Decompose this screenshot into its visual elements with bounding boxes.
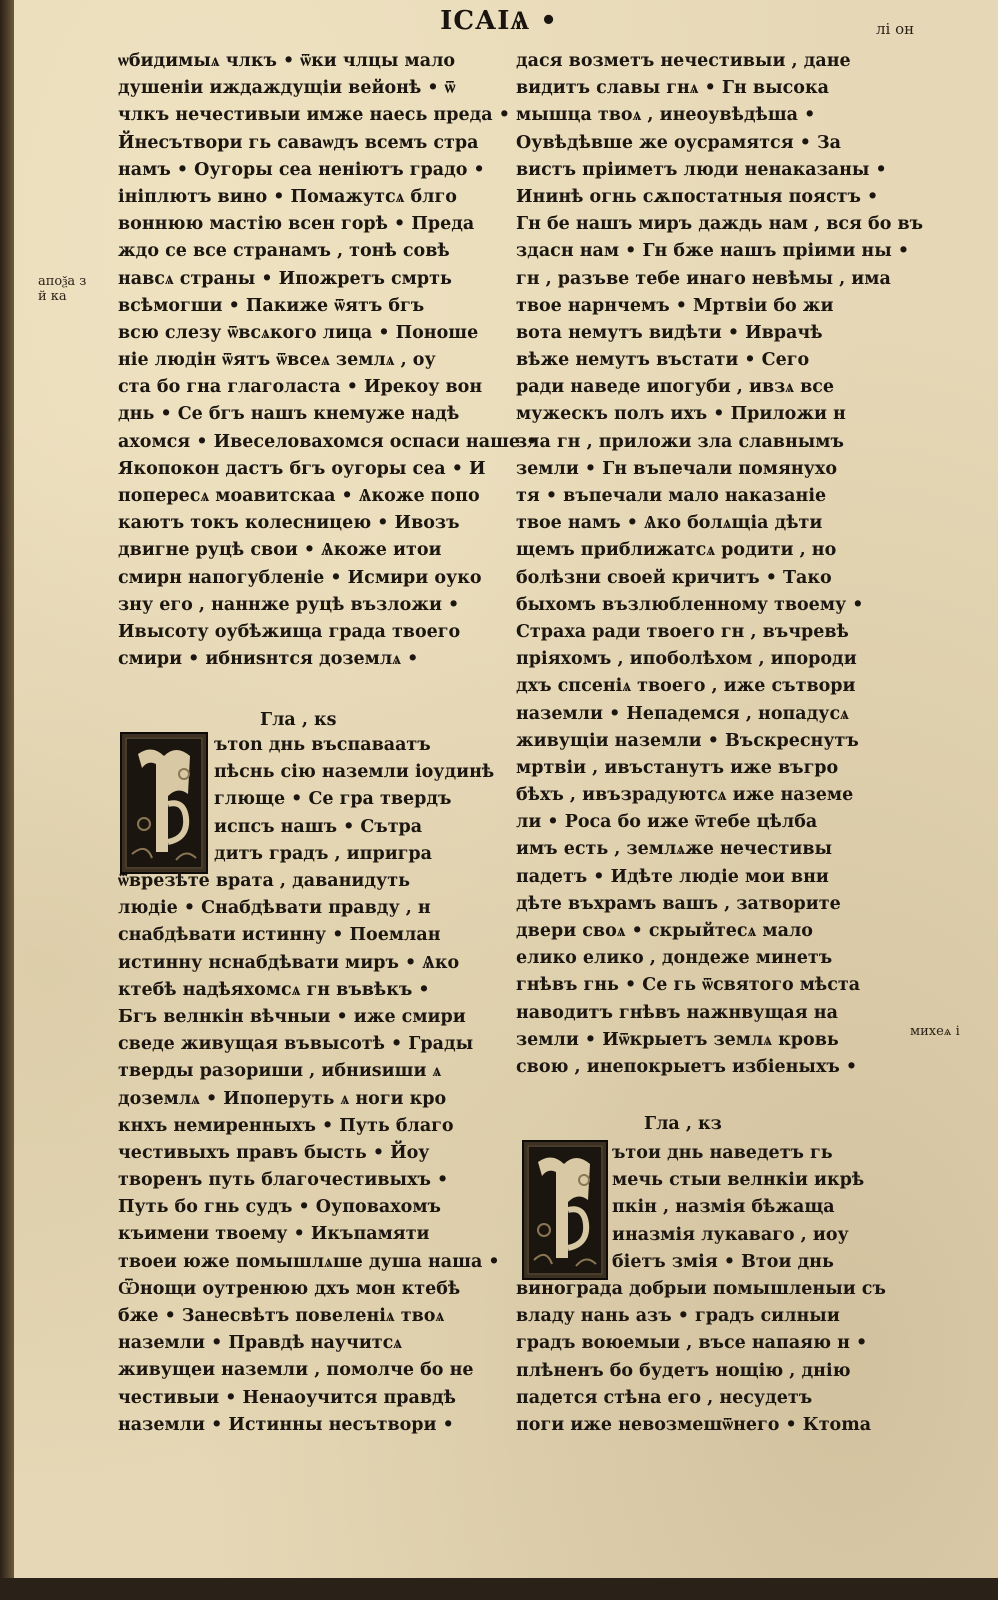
text-line: зла гн , приложи зла славнымъ	[516, 431, 844, 452]
text-line: мртвіи , ивъстанутъ иже въгро	[516, 757, 839, 778]
text-line: мышца твоѧ , инеоувѣдѣша •	[516, 105, 816, 126]
page-bottom-edge	[0, 1578, 998, 1600]
ornament-v-icon	[122, 734, 206, 872]
text-line: каютъ токъ колесницею • Ивозъ	[118, 513, 460, 534]
text-line: мужескъ полъ ихъ • Приложи н	[516, 404, 846, 425]
text-line: дитъ градъ , ипригра	[214, 843, 432, 864]
text-line: двигне руцѣ свои • Ѧкоже итои	[118, 540, 442, 561]
left-margin-note	[38, 274, 86, 304]
text-line: быхомъ възлюбленному твоему •	[516, 594, 864, 615]
text-line: ътои днь наведетъ гь	[612, 1143, 833, 1163]
text-line: здасн нам • Гн бже нашъ пріими ны •	[516, 241, 910, 262]
text-line: твоеи юже помышлѧше душа наша •	[118, 1251, 500, 1272]
text-line: ініплютъ вино • Помажутсѧ блго	[118, 186, 457, 207]
text-line: Оувѣдѣвше же оусрамятся • За	[516, 132, 841, 153]
text-line: воннюю мастію всен горѣ • Преда	[118, 214, 475, 235]
text-line: наземли • Истинны несътвори •	[118, 1414, 454, 1435]
ornament-v-icon	[524, 1142, 606, 1278]
text-line: Гн бе нашъ миръ даждь нам , вся бо въ	[516, 214, 924, 235]
right-dropcap-initial	[522, 1140, 608, 1280]
left-margin-note-line1: апоѯа з	[38, 274, 87, 289]
text-line: творенъ путь благочестивыхъ •	[118, 1170, 449, 1191]
text-line: наземли • Правдѣ научитсѧ	[118, 1333, 403, 1354]
text-line: честивыхъ правъ бысть • Йоу	[118, 1142, 430, 1163]
text-line: члкъ нечестивыи имже наесь преда •	[118, 105, 510, 126]
text-line: тверды разориши , ибниѕиши ѧ	[118, 1061, 442, 1082]
text-line: видитъ славы гнѧ • Гн высока	[516, 78, 829, 99]
text-line: дася возметъ нечестивыи , дане	[516, 51, 851, 71]
folio-number: лі он	[876, 20, 915, 38]
text-line: градъ воюемыи , въсе напаяю н •	[516, 1333, 868, 1354]
page-title: ІСАІѦ •	[440, 6, 558, 36]
text-line: попересѧ моавитскаа • Ѧкоже попо	[118, 486, 480, 506]
text-line: пріяхомъ , ипоболѣхом , ипороди	[516, 649, 857, 670]
text-line: ніе людін ѿятъ ѿвсеѧ землѧ , оу	[118, 350, 436, 371]
text-line: Ѿнощи оутренюю дхъ мон ктебѣ	[118, 1278, 461, 1299]
text-line: вѣже немутъ въстати • Сего	[516, 350, 810, 371]
text-line: бѣхъ , ивъзрадуютсѧ иже наземе	[516, 785, 854, 806]
text-line: земли • Иѿкрыетъ землѧ кровь	[516, 1029, 839, 1050]
text-line: ктебѣ надѣяхомсѧ гн въвѣкъ •	[118, 979, 430, 1000]
text-line: твое намъ • Ѧко болѧщіа дѣти	[516, 513, 823, 534]
text-line: людіе • Снабдѣвати правду , н	[118, 898, 431, 919]
text-line: имъ есть , землѧже нечестивы	[516, 839, 833, 860]
text-line: иназмія лукаваго , иоу	[612, 1224, 849, 1245]
text-line: испсъ нашъ • Сътра	[214, 816, 423, 837]
text-line: Ининѣ огнь сѫпостатныя поястъ •	[516, 186, 879, 207]
text-line: твое нарнчемъ • Мртвіи бо жи	[516, 295, 834, 316]
text-line: пкін , назмія бѣжаща	[612, 1197, 835, 1218]
text-line: гн , разъве тебе инаго невѣмы , има	[516, 268, 891, 289]
text-line: зну его , наннже руцѣ възложи •	[118, 594, 460, 615]
text-line: плѣненъ бо будетъ нощію , днію	[516, 1360, 851, 1381]
text-line: всю слезу ѿвсѧкого лица • Поноше	[118, 322, 479, 343]
text-line: доземлѧ • Ипоперуть ѧ ноги кро	[118, 1088, 447, 1109]
text-line: днь • Се бгъ нашъ кнемуже надѣ	[118, 404, 460, 425]
text-line: вистъ пріиметъ люди ненаказаны •	[516, 159, 887, 180]
right-margin-note: михеѧ і	[910, 1024, 960, 1039]
text-line: навсѧ страны • Ипожретъ смрть	[118, 268, 452, 289]
text-line: живущіи наземли • Въскреснутъ	[516, 730, 859, 751]
text-line: ли • Роса бо иже ѿтебе цѣлбa	[516, 812, 818, 833]
text-line: гнѣвъ гнь • Се гь ѿсвятого мѣста	[516, 975, 861, 996]
left-column-text-top	[118, 48, 538, 673]
text-line: Якопокон дастъ бгъ оугоры сеа • И	[118, 458, 486, 479]
text-line: живущеи наземли , помолче бо не	[118, 1360, 474, 1381]
text-line: свою , инепокрыетъ избіеныхъ •	[516, 1056, 858, 1077]
right-chapter-heading: Гла , кз	[644, 1114, 722, 1134]
text-line: сведе живущая въвысотѣ • Грады	[118, 1034, 474, 1055]
text-line: снабдѣвати истинну • Поемлан	[118, 925, 441, 946]
text-line: ждо се все странамъ , тонѣ совѣ	[118, 241, 450, 262]
text-line: истинну нснабдѣвати миръ • Ѧко	[118, 952, 460, 973]
left-dropcap-text	[214, 732, 494, 868]
text-line: всѣмогши • Пакиже ѿятъ бгъ	[118, 295, 425, 316]
text-line: ради наведе ипогуби , ивзѧ все	[516, 377, 835, 398]
text-line: елико елико , дондеже минетъ	[516, 948, 833, 969]
text-line: пѣснь сію наземли іоудинѣ	[214, 762, 495, 783]
text-line: ахомся • Ивеселовахомся оспаси наше •	[118, 431, 538, 452]
text-line: ста бо гна глаголаста • Ирекоу вон	[118, 377, 483, 398]
left-dropcap-initial	[120, 732, 208, 874]
right-column-text-top	[516, 48, 924, 1081]
text-line: наводитъ гнѣвъ нажнвущая на	[516, 1002, 838, 1023]
text-line: поги иже невозмешѿнего • Ктоmа	[516, 1414, 872, 1435]
text-line: ѡбидимыѧ члкъ • ѿки члцы мало	[118, 51, 456, 71]
right-dropcap-text	[612, 1140, 864, 1276]
text-line: къимени твоему • Икъпамяти	[118, 1224, 430, 1245]
text-line: дхъ спсеніѧ твоего , иже сътвори	[516, 676, 856, 697]
text-line: смирн напогубленіе • Исмири оуко	[118, 567, 482, 588]
text-line: винограда добрыи помышленыи съ	[516, 1279, 886, 1299]
left-margin-note-line2: й ка	[38, 289, 67, 304]
text-line: ѿврезѣте врата , даванидуть	[118, 871, 410, 891]
text-line: щемъ приближатсѧ родити , но	[516, 540, 837, 561]
right-column-text-bottom	[516, 1276, 892, 1439]
text-line: Йнесътвори гь саваѡдъ всемъ стра	[118, 132, 479, 153]
text-line: земли • Гн въпечали помянухо	[516, 458, 837, 479]
text-line: падетъ • Идѣте людіе мои вни	[516, 866, 829, 887]
text-line: мечь стыи велнкіи икрѣ	[612, 1170, 865, 1191]
left-chapter-heading: Гла , кѕ	[260, 710, 337, 730]
text-line: двери своѧ • скрыйтесѧ мало	[516, 921, 813, 941]
text-line: наземли • Непадемся , нопадусѧ	[516, 703, 849, 724]
text-line: Ивысоту оубѣжища града твоего	[118, 621, 461, 642]
text-line: душеніи иждаждущіи вейонѣ • ѿ	[118, 78, 456, 99]
text-line: намъ • Оугоры сеа неніютъ градо •	[118, 159, 485, 180]
text-line: Страха ради твоего гн , въчревѣ	[516, 621, 849, 642]
text-line: ътоn днь въспаваатъ	[214, 735, 431, 755]
text-line: біетъ змія • Втои днь	[612, 1251, 834, 1272]
text-line: болѣзни своей кричитъ • Тако	[516, 567, 832, 588]
text-line: глюще • Се гра твердъ	[214, 789, 452, 810]
text-line: Путь бо гнь судъ • Оуповахомъ	[118, 1197, 441, 1218]
text-line: владу нань азъ • градъ силныи	[516, 1306, 840, 1327]
text-line: кнхъ немиренныхъ • Путь благо	[118, 1115, 454, 1136]
text-line: Бгъ велнкін вѣчныи • иже смири	[118, 1006, 466, 1027]
text-line: падется стѣна его , несудетъ	[516, 1387, 813, 1408]
text-line: честивыи • Ненаоучится правдѣ	[118, 1387, 456, 1408]
text-line: бже • Занесвѣтъ повеленіѧ твоѧ	[118, 1306, 445, 1326]
left-column-text-bottom	[118, 868, 498, 1439]
text-line: смири • ибниѕнтся доземлѧ •	[118, 649, 419, 670]
text-line: дѣте въхрамъ вашъ , затворите	[516, 893, 841, 914]
book-spine	[0, 0, 14, 1600]
text-line: вота немутъ видѣти • Иврачѣ	[516, 322, 823, 343]
text-line: тя • въпечали мало наказаніе	[516, 486, 827, 506]
